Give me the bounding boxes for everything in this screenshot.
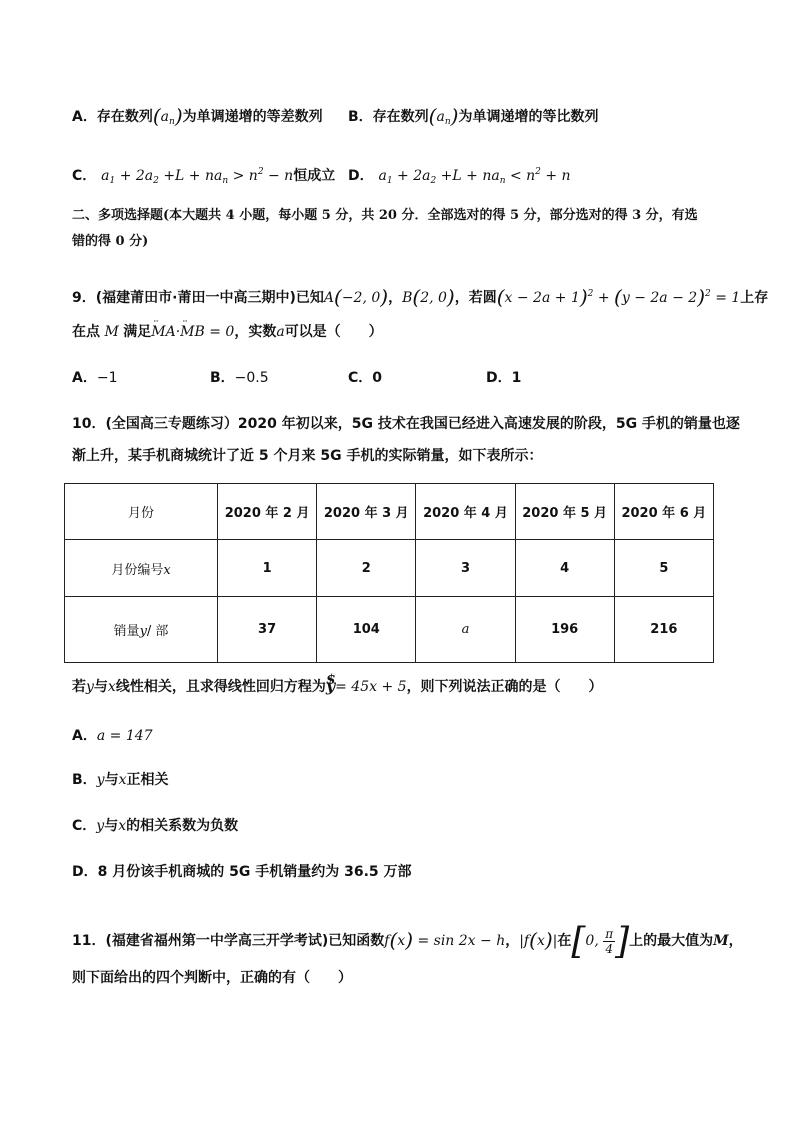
table-row-sales bbox=[65, 597, 714, 663]
regression-equation: $ y= 45x + 5 bbox=[326, 679, 407, 695]
table-cell: 1 bbox=[218, 540, 317, 597]
q11-stem-line2: 则下面给出的四个判断中，正确的有（ ） bbox=[72, 970, 352, 986]
table-cell: 37 bbox=[218, 597, 317, 663]
table-header-row bbox=[65, 484, 714, 540]
var-y-symbol: y bbox=[96, 818, 105, 834]
var-x-symbol: x bbox=[118, 772, 127, 788]
q8-option-b-letter: B． bbox=[348, 109, 373, 125]
table-header-cell: 月份 bbox=[65, 484, 218, 540]
q10-stem-a: 若 bbox=[72, 679, 86, 695]
point-m-symbol: M bbox=[100, 324, 124, 340]
q9-option-b bbox=[210, 368, 269, 388]
table-cell: 2 bbox=[317, 540, 416, 597]
q10-option-a-formula: a = 147 bbox=[96, 728, 153, 744]
point-a-formula: A(−2, 0) bbox=[323, 285, 389, 309]
row2-label-b: / 部 bbox=[146, 624, 169, 639]
q10-stem-b: 与 bbox=[93, 679, 108, 695]
q9-option-b-value: −0.5 bbox=[234, 370, 269, 386]
q8-option-c bbox=[72, 162, 335, 191]
q8-option-c-formula: $a_1 + 2a_2 +L + na_n > n^2 - n$ bbox=[101, 167, 294, 186]
function-formula: f(x) = sin 2x − h bbox=[384, 928, 506, 952]
q11-text4: 上的最大值为 bbox=[629, 933, 714, 949]
q9-number: 9． bbox=[72, 290, 96, 306]
q10-option-b-letter: B． bbox=[72, 772, 97, 788]
q9-option-c: C．0 bbox=[348, 370, 383, 386]
q8-option-d-formula: $a_1 + 2a_2 +L + na_n < n^2 + n$ bbox=[378, 167, 571, 186]
q8-option-c-letter: C． bbox=[72, 168, 97, 184]
q10-stem-line1: 10．(全国高三专题练习）2020 年初以来，5G 技术在我国已经进入高速发展的阶段，5G 手机的销量也逐 bbox=[72, 416, 740, 432]
dot-product-formula: ··· MA···· MB = 0 bbox=[151, 324, 234, 340]
table-row-month-index bbox=[65, 540, 714, 597]
sales-table bbox=[64, 483, 714, 663]
table-cell: 4 bbox=[515, 540, 614, 597]
table-header-cell: 2020 年 6 月 bbox=[614, 484, 713, 540]
q9-line2-d: 可以是（ ） bbox=[284, 324, 383, 340]
table-cell: a bbox=[416, 597, 515, 663]
seq-an-formula: $(a_n)$ bbox=[152, 104, 183, 128]
q9-text3: 上存 bbox=[740, 290, 769, 306]
table-cell: 104 bbox=[317, 597, 416, 663]
q10-option-c bbox=[72, 816, 238, 836]
table-cell: 196 bbox=[515, 597, 614, 663]
q10-stem-line3 bbox=[72, 676, 603, 697]
q8-option-d bbox=[348, 162, 571, 191]
q11-comma: ， bbox=[728, 933, 743, 949]
q9-line2-b: 满足 bbox=[123, 324, 152, 340]
table-row-label bbox=[65, 597, 218, 663]
q9-text2: ，若圆 bbox=[454, 290, 497, 306]
q11-text2: ， bbox=[505, 933, 520, 949]
q10-option-a-letter: A． bbox=[72, 728, 97, 744]
q9-option-a-value: −1 bbox=[96, 370, 118, 386]
row1-label-text: 月份编号 bbox=[111, 562, 164, 578]
table-header-cell: 2020 年 4 月 bbox=[416, 484, 515, 540]
q8-option-b-prefix: 存在数列 bbox=[372, 109, 429, 125]
var-y-symbol: y bbox=[86, 679, 94, 695]
q10-option-c-letter: C． bbox=[72, 818, 97, 834]
circle-equation: $(x - 2a + 1)^2 + (y - 2a - 2)^2 = 1$ bbox=[496, 285, 741, 309]
table-cell: 216 bbox=[614, 597, 713, 663]
q10-option-b bbox=[72, 770, 169, 790]
q9-line2-a: 在点 bbox=[72, 324, 100, 340]
var-m-symbol: M bbox=[713, 933, 729, 949]
q10-option-c-text: 的相关系数为负数 bbox=[126, 818, 239, 834]
table-header-cell: 2020 年 3 月 bbox=[317, 484, 416, 540]
row2-label-a: 销量 bbox=[113, 624, 140, 639]
q11-source: (福建省福州第一中学高三开学考试) bbox=[105, 933, 329, 949]
q9-option-a bbox=[72, 368, 117, 388]
var-x-symbol: x bbox=[107, 679, 116, 695]
q11-number: 11． bbox=[72, 933, 106, 949]
q8-option-a-letter: A． bbox=[72, 109, 97, 125]
var-x-symbol: x bbox=[118, 818, 127, 834]
point-b-formula: B(2, 0) bbox=[402, 285, 455, 309]
q9-stem-line1: 9．(福建莆田市·莆田一中高三期中)已知A(−2, 0)，B(2, 0)，若圆$(x - 2a + 1)^2 + (y - 2a - 2)^2 = 1$上存 bbox=[72, 285, 769, 309]
q10-option-b-and: 与 bbox=[104, 772, 119, 788]
q8-option-a bbox=[72, 106, 323, 132]
q10-option-d: D．8 月份该手机商城的 5G 手机销量约为 36.5 万部 bbox=[72, 864, 412, 880]
q10-stem-d: ，则下列说法正确的是（ ） bbox=[406, 679, 603, 695]
q9-option-a-letter: A． bbox=[72, 370, 97, 386]
q10-stem-c: 线性相关，且求得线性回归方程为 bbox=[115, 679, 326, 695]
q10-option-c-and: 与 bbox=[104, 818, 119, 834]
q11-text3: 在 bbox=[557, 933, 572, 949]
q9-stem-line2 bbox=[72, 322, 383, 342]
q8-option-a-text: 为单调递增的等差数列 bbox=[182, 109, 323, 125]
table-cell: 3 bbox=[416, 540, 515, 597]
q8-option-b-text: 为单调递增的等比数列 bbox=[458, 109, 599, 125]
var-x-symbol: x bbox=[163, 562, 171, 578]
q9-text1: 已知 bbox=[295, 290, 324, 306]
q8-option-b bbox=[348, 106, 598, 132]
q9-source: (福建莆田市·莆田一中高三期中) bbox=[95, 290, 296, 306]
table-header-cell: 2020 年 2 月 bbox=[218, 484, 317, 540]
q10-option-b-text: 正相关 bbox=[126, 772, 169, 788]
q9-line2-c: ，实数 bbox=[234, 324, 277, 340]
q8-option-d-letter: D． bbox=[348, 168, 374, 184]
q10-stem-line2: 渐上升，某手机商城统计了近 5 个月来 5G 手机的实际销量，如下表所示： bbox=[72, 448, 543, 464]
table-cell: 5 bbox=[614, 540, 713, 597]
abs-function-formula: |f(x)| bbox=[519, 928, 558, 952]
var-y-symbol: y bbox=[96, 772, 105, 788]
table-row-label bbox=[65, 540, 218, 597]
q8-option-a-prefix: 存在数列 bbox=[96, 109, 153, 125]
q9-option-d: D．1 bbox=[486, 370, 522, 386]
table-header-cell: 2020 年 5 月 bbox=[515, 484, 614, 540]
q11-stem-line1 bbox=[72, 920, 743, 962]
interval-formula: [0, $\frac{\pi}{4}$ ] bbox=[571, 921, 630, 962]
q8-option-c-tail: 恒成立 bbox=[293, 168, 336, 184]
var-a-symbol: a bbox=[276, 324, 285, 340]
section-2-heading-line2: 错的得 0 分) bbox=[72, 234, 149, 249]
q11-text1: 已知函数 bbox=[328, 933, 385, 949]
var-y-symbol: y bbox=[139, 624, 147, 639]
q10-option-a bbox=[72, 726, 153, 746]
seq-an-formula: $(a_n)$ bbox=[428, 104, 459, 128]
section-2-heading-line1: 二、多项选择题(本大题共 4 小题，每小题 5 分，共 20 分．全部选对的得 5 分，部分选对的得 3 分，有选 bbox=[72, 208, 698, 223]
q9-option-b-letter: B． bbox=[210, 370, 235, 386]
